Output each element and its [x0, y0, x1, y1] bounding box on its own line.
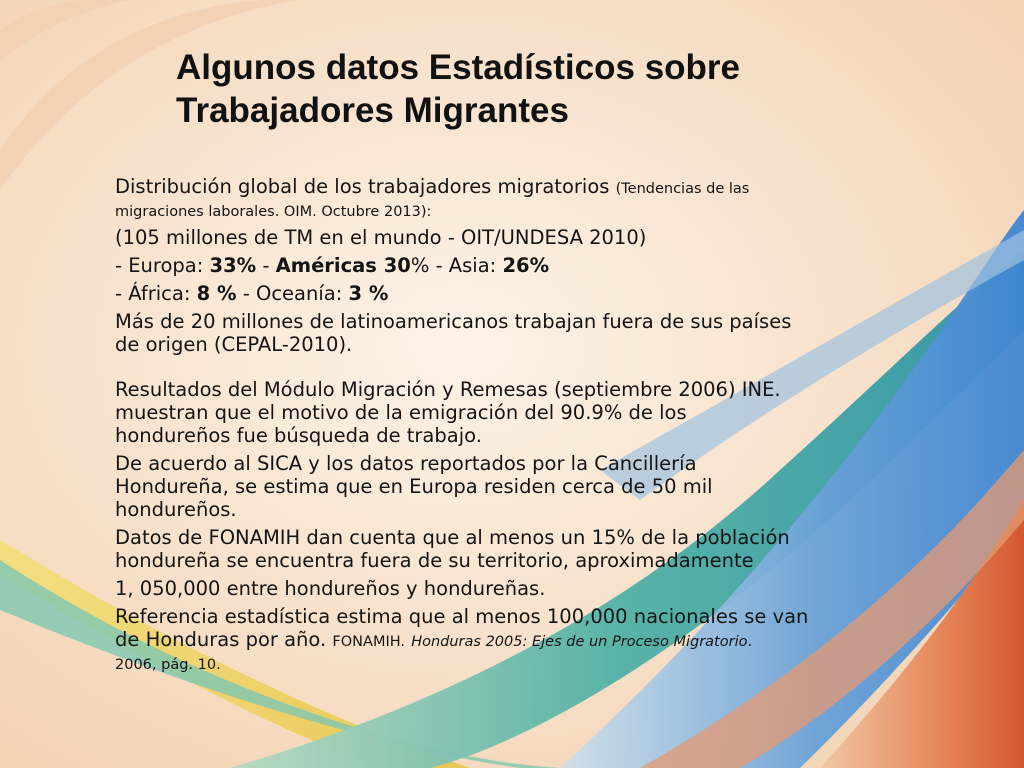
- slide-body: [115, 175, 945, 679]
- oceania-label: - Oceanía:: [236, 282, 349, 305]
- asia-value: 26%: [502, 254, 550, 277]
- separator: -: [256, 254, 276, 277]
- paragraph-ine-results: [115, 378, 945, 447]
- europa-value: 33%: [209, 254, 257, 277]
- paragraph-reference: [115, 605, 945, 674]
- text-line: hondureños fue búsqueda de trabajo.: [115, 424, 482, 447]
- oceania-value: 3 %: [348, 282, 389, 305]
- africa-label: - África:: [115, 282, 197, 305]
- text-line: de Honduras por año.: [115, 628, 327, 651]
- reference-title: Honduras 2005: Ejes de un Proceso Migratorio: [411, 634, 748, 650]
- text-line: Resultados del Módulo Migración y Remesas (septiembre 2006) INE.: [115, 378, 781, 401]
- text-line: Datos de FONAMIH dan cuenta que al menos un 15% de la población: [115, 526, 790, 549]
- reference-period: .: [747, 634, 753, 650]
- title-line-2: Trabajadores Migrantes: [176, 91, 569, 130]
- americas-percent: %: [410, 254, 430, 277]
- text-line: Hondureña, se estima que en Europa residen cerca de 50 mil: [115, 475, 713, 498]
- paragraph-regions-2: [115, 282, 945, 305]
- americas-value: Américas 30: [275, 254, 411, 277]
- reference-author: FONAMIH.: [332, 634, 405, 650]
- asia-label: - Asia:: [429, 254, 503, 277]
- text-line: hondureños.: [115, 498, 237, 521]
- reference-year-page: 2006, pág. 10.: [115, 657, 221, 673]
- paragraph-regions-1: [115, 254, 945, 277]
- europa-label: - Europa:: [115, 254, 210, 277]
- paragraph-global-distribution: [115, 175, 945, 221]
- africa-value: 8 %: [196, 282, 237, 305]
- text-line: muestran que el motivo de la emigración del 90.9% de los: [115, 401, 687, 424]
- paragraph-sica: [115, 452, 945, 521]
- global-distribution-text: Distribución global de los trabajadores migratorios: [115, 175, 610, 198]
- paragraph-latin-americans: [115, 310, 945, 356]
- text-line: hondureña se encuentra fuera de su territorio, aproximadamente: [115, 549, 754, 572]
- text-line: Referencia estadística estima que al menos 100,000 nacionales se van: [115, 605, 809, 628]
- slide-title: [176, 46, 996, 132]
- source-citation-part2: migraciones laborales. OIM. Octubre 2013):: [115, 204, 432, 220]
- title-line-1: Algunos datos Estadísticos sobre: [176, 48, 740, 87]
- source-citation-part1: (Tendencias de las: [615, 181, 750, 197]
- text-line: de origen (CEPAL-2010).: [115, 333, 353, 356]
- paragraph-world-total: (105 millones de TM en el mundo - OIT/UNDESA 2010): [115, 226, 647, 249]
- paragraph-fonamih: [115, 526, 945, 572]
- text-line: Más de 20 millones de latinoamericanos trabajan fuera de sus países: [115, 310, 792, 333]
- text-line: De acuerdo al SICA y los datos reportados por la Cancillería: [115, 452, 697, 475]
- paragraph-total-abroad: 1, 050,000 entre hondureños y hondureñas.: [115, 577, 546, 600]
